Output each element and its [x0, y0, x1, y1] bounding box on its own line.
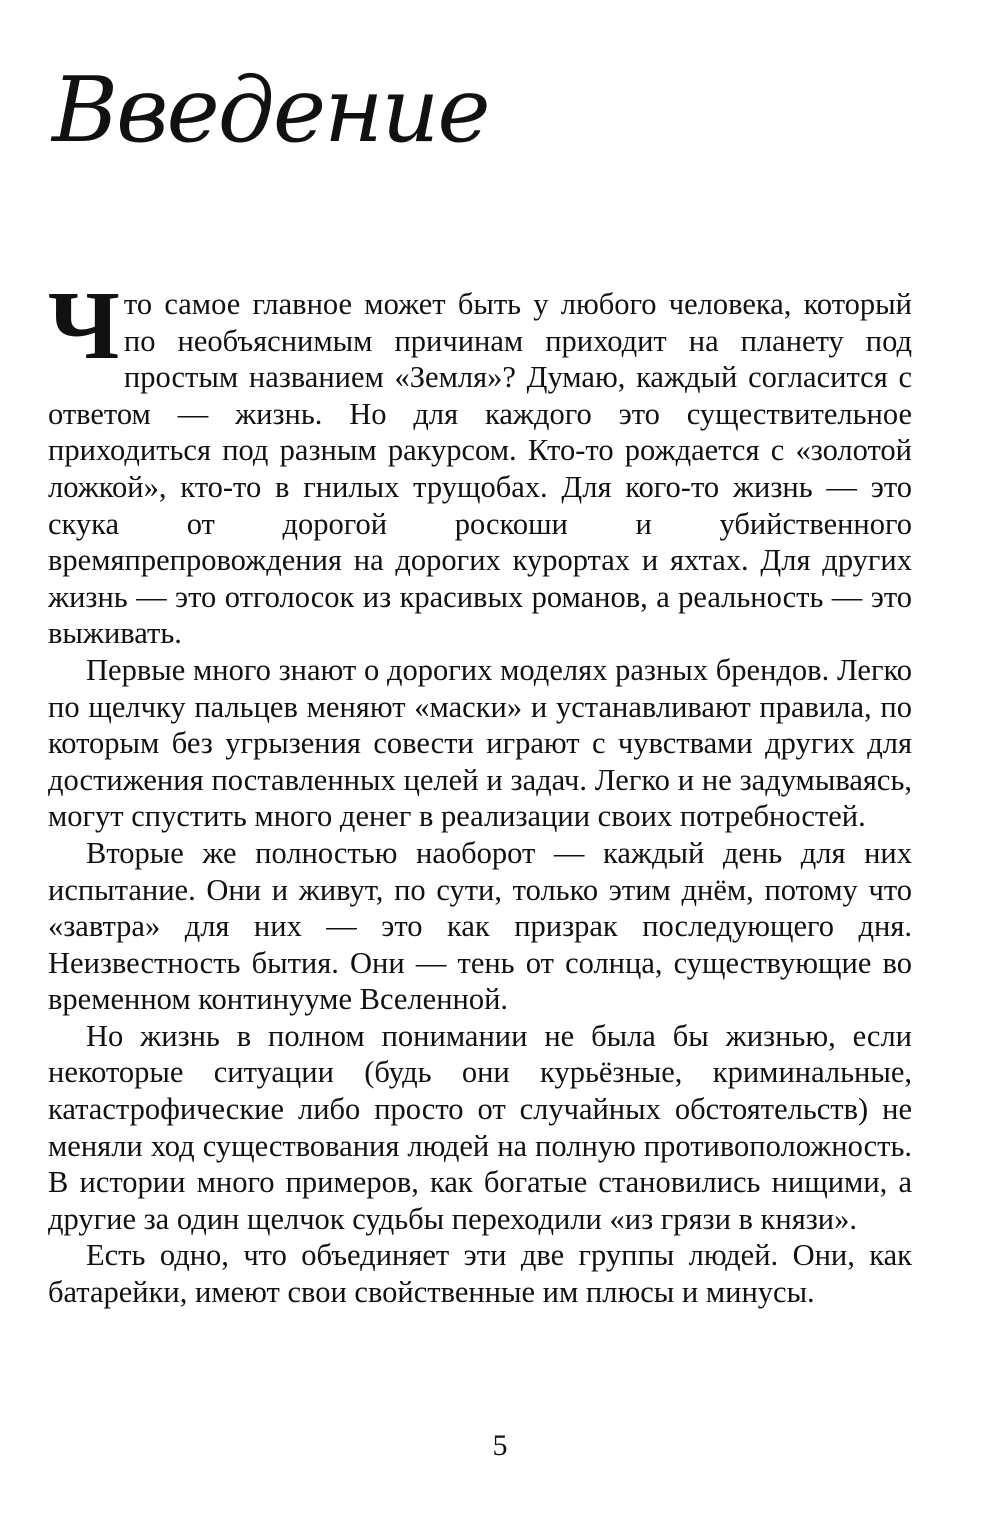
chapter-body: [48, 272, 912, 1311]
paragraph-2: Первые много знают о дорогих моделях разных брендов. Легко по щелчку пальцев меняют «маски» и устанавливают правила, по которым без угрызения совести играют с чувствами других для достижения поставленных целей и задач. Легко и не задумываясь, могут спустить много денег в реализации своих потребностей.: [48, 652, 912, 834]
paragraph-5: Есть одно, что объединяет эти две группы людей. Они, как батарейки, имеют свои свойственные им плюсы и минусы.: [48, 1238, 912, 1310]
page-number: 5: [492, 1429, 508, 1462]
paragraph-4: Но жизнь в полном понимании не была бы жизнью, если некоторые ситуации (будь они курьёзные, криминальные, катастрофические либо просто от случайных обстоятельств) не меняли ход существования людей на полную противоположность. В истории много примеров, как богатые становились нищими, а другие за один щелчок судьбы переходили «из грязи в князи».: [48, 1018, 912, 1236]
paragraph-1-text: то самое главное может быть у любого человека, который по необъяснимым причинам приходит на планету под простым названием «Земля»? Думаю, каждый согласится с ответом — жизнь. Но для каждого это существительное приходиться под разным ракурсом. Кто-то рождается с «золотой ложкой», кто-то в гнилых трущобах. Для кого-то жизнь — это скука от дорогой роскоши и убийственного времяпрепровождения на дорогих курортах и яхтах. Для других жизнь — это отголосок из красивых романов, а реальность — это выживать.: [48, 287, 912, 651]
paragraph-1: [48, 272, 912, 652]
drop-cap: Ч: [48, 272, 120, 380]
chapter-title: Введение: [52, 58, 489, 163]
paragraph-3: Вторые же полностью наоборот — каждый день для них испытание. Они и живут, по сути, только этим днём, потому что «завтра» для них — это как призрак последующего дня. Неизвестность бытия. Они — тень от солнца, существующие во временном континууме Вселенной.: [48, 835, 912, 1017]
